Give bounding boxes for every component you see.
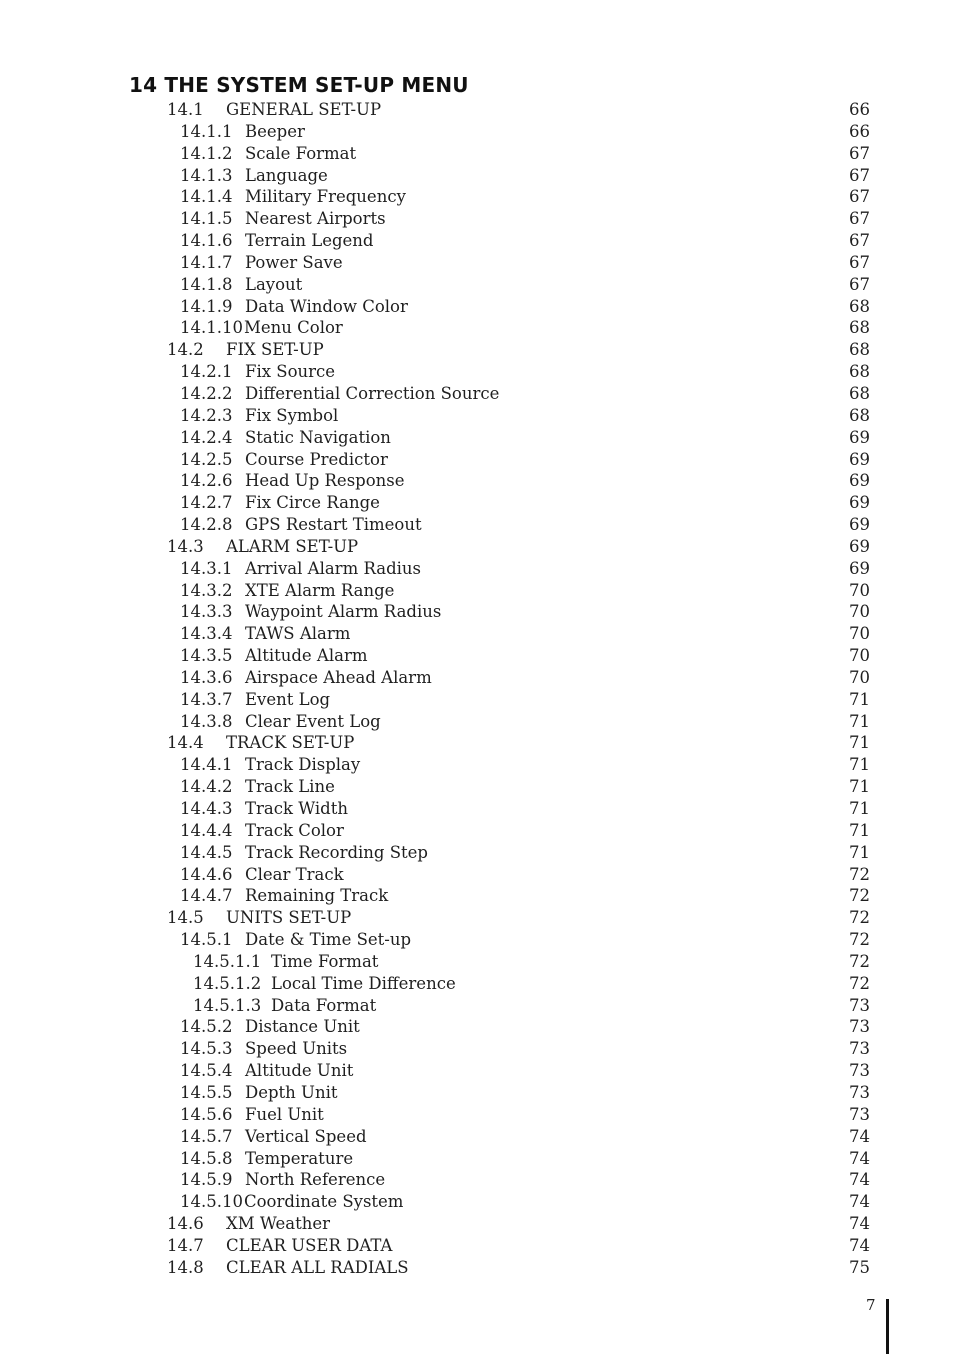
toc-entry[interactable] [0, 601, 954, 623]
toc-entry-title: Temperature [245, 1148, 354, 1168]
toc-entry-page: 74 [849, 1170, 870, 1190]
toc-entry[interactable] [0, 885, 954, 907]
toc-entry-title: Local Time Difference [271, 973, 456, 993]
toc-entry-number: 14.1.7 [180, 252, 233, 272]
toc-entry-number: 14.1.10 [180, 318, 243, 338]
toc-entry-number: 14.5.10 [180, 1192, 243, 1212]
toc-entry-title: Differential Correction Source [245, 383, 500, 403]
toc-entry-number: 14.2.7 [180, 493, 233, 513]
toc-entry[interactable] [0, 230, 954, 252]
toc-entry-page: 71 [849, 733, 870, 753]
toc-entry[interactable] [0, 776, 954, 798]
toc-entry-page: 69 [849, 558, 870, 578]
toc-entry-title: Fix Symbol [245, 405, 339, 425]
toc-entry-number: 14.1 [167, 100, 204, 119]
toc-entry[interactable] [0, 711, 954, 733]
toc-entry-page: 70 [849, 580, 870, 600]
toc-entry-number: 14.3.7 [180, 689, 233, 709]
toc-entry-page: 70 [849, 646, 870, 666]
toc-entry-title: Clear Event Log [245, 711, 381, 731]
toc-entry-page: 69 [849, 536, 870, 556]
toc-entry-title: Fix Circe Range [245, 493, 380, 513]
toc-entry-number: 14.1.3 [180, 165, 233, 185]
toc-entry-title: XTE Alarm Range [245, 580, 395, 600]
toc-entry-number: 14.5.7 [180, 1126, 233, 1146]
toc-entry-title: Coordinate System [244, 1192, 404, 1212]
toc-entry-title: Data Window Color [245, 296, 408, 316]
toc-entry[interactable] [0, 929, 954, 951]
toc-entry-page: 74 [849, 1148, 870, 1168]
toc-entry[interactable] [0, 383, 954, 405]
chapter-title: 14 THE SYSTEM SET-UP MENU [129, 73, 469, 97]
toc-entry[interactable] [0, 405, 954, 427]
toc-entry-number: 14.3.6 [180, 667, 233, 687]
toc-entry-title: CLEAR ALL RADIALS [226, 1257, 409, 1277]
toc-entry-page: 66 [849, 100, 870, 119]
toc-entry-title: UNITS SET-UP [226, 908, 352, 928]
toc-entry[interactable] [0, 689, 954, 711]
toc-entry-page: 72 [849, 930, 870, 950]
toc-entry-number: 14.2.2 [180, 383, 233, 403]
toc-entry-number: 14.5.1.2 [193, 973, 262, 993]
toc-entry[interactable] [0, 427, 954, 449]
toc-entry[interactable] [0, 339, 954, 361]
toc-entry-page: 73 [849, 1017, 870, 1037]
toc-entry-number: 14.3.5 [180, 646, 233, 666]
toc-entry[interactable] [0, 1235, 954, 1257]
toc-entry[interactable] [0, 296, 954, 318]
toc-entry-page: 72 [849, 973, 870, 993]
toc-entry-page: 67 [849, 143, 870, 163]
toc-entry-number: 14.5 [167, 908, 204, 928]
toc-entry-title: TRACK SET-UP [226, 733, 355, 753]
toc-entry[interactable] [0, 1060, 954, 1082]
toc-entry-page: 74 [849, 1192, 870, 1212]
toc-entry[interactable] [0, 1104, 954, 1126]
toc-entry[interactable] [0, 1082, 954, 1104]
toc-entry-page: 71 [849, 777, 870, 797]
toc-entry-title: Clear Track [245, 864, 344, 884]
toc-entry[interactable] [0, 623, 954, 645]
toc-entry[interactable] [0, 798, 954, 820]
toc-entry-number: 14.3.8 [180, 711, 233, 731]
toc-entry-title: Menu Color [244, 318, 343, 338]
toc-entry-page: 67 [849, 252, 870, 272]
toc-entry-number: 14.4.6 [180, 864, 233, 884]
toc-entry[interactable] [0, 732, 954, 754]
toc-entry[interactable] [0, 820, 954, 842]
toc-entry[interactable] [0, 645, 954, 667]
toc-entry-page: 67 [849, 231, 870, 251]
toc-entry-number: 14.5.3 [180, 1039, 233, 1059]
toc-entry-page: 73 [849, 1061, 870, 1081]
toc-entry-page: 71 [849, 755, 870, 775]
toc-entry-page: 69 [849, 493, 870, 513]
toc-entry-number: 14.8 [167, 1257, 204, 1277]
toc-entry-title: Time Format [271, 951, 379, 971]
toc-entry[interactable] [0, 1148, 954, 1170]
toc-entry-title: Track Width [245, 799, 348, 818]
toc-entry[interactable] [0, 536, 954, 558]
toc-entry-title: Data Format [271, 995, 377, 1015]
toc-entry-page: 70 [849, 602, 870, 622]
toc-entry-title: Vertical Speed [245, 1126, 367, 1146]
toc-entry-title: Distance Unit [245, 1017, 360, 1037]
toc-entry-page: 70 [849, 667, 870, 687]
toc-entry-page: 71 [849, 842, 870, 862]
toc-entry-page: 72 [849, 951, 870, 971]
toc-entry[interactable] [0, 1016, 954, 1038]
toc-entry-page: 69 [849, 449, 870, 469]
toc-entry-page: 72 [849, 864, 870, 884]
toc-entry-number: 14.4.1 [180, 755, 233, 775]
toc-entry-number: 14.2.4 [180, 427, 233, 447]
toc-entry[interactable] [0, 186, 954, 208]
toc-entry-title: Head Up Response [245, 471, 405, 491]
toc-entry-number: 14.2.6 [180, 471, 233, 491]
toc-entry-number: 14.1.8 [180, 274, 233, 294]
toc-entry-page: 68 [849, 405, 870, 425]
toc-entry-page: 70 [849, 624, 870, 644]
toc-entry-number: 14.5.1.3 [193, 995, 262, 1015]
toc-entry-number: 14.1.6 [180, 231, 233, 251]
toc-entry[interactable] [0, 842, 954, 864]
toc-entry-page: 73 [849, 995, 870, 1015]
toc-entry-page: 74 [849, 1235, 870, 1255]
toc-entry-title: Remaining Track [245, 886, 389, 906]
toc-entry-page: 74 [849, 1126, 870, 1146]
toc-entry-page: 67 [849, 187, 870, 207]
toc-entry-page: 67 [849, 165, 870, 185]
toc-entry-title: Fix Source [245, 362, 336, 382]
toc-entry[interactable] [0, 99, 954, 121]
toc-entry-title: Airspace Ahead Alarm [245, 667, 432, 687]
toc-entry-number: 14.1.9 [180, 296, 233, 316]
toc-entry-number: 14.2.8 [180, 515, 233, 535]
toc-entry-number: 14.3.1 [180, 558, 233, 578]
toc-entry-page: 72 [849, 886, 870, 906]
toc-entry-page: 69 [849, 515, 870, 535]
toc-entry-title: Nearest Airports [245, 209, 386, 229]
toc-entry-page: 67 [849, 209, 870, 229]
toc-entry-number: 14.5.4 [180, 1061, 233, 1081]
toc-entry-number: 14.5.2 [180, 1017, 233, 1037]
toc-entry[interactable] [0, 470, 954, 492]
toc-entry-number: 14.3.2 [180, 580, 233, 600]
toc-entry-page: 68 [849, 362, 870, 382]
toc-entry-number: 14.4.4 [180, 820, 233, 840]
toc-entry-number: 14.4.7 [180, 886, 233, 906]
toc-entry-page: 67 [849, 274, 870, 294]
toc-entry[interactable] [0, 1038, 954, 1060]
toc-entry-page: 68 [849, 296, 870, 316]
toc-entry-title: FIX SET-UP [226, 340, 324, 360]
toc-entry-number: 14.3 [167, 536, 204, 556]
toc-entry[interactable] [0, 754, 954, 776]
toc-entry-number: 14.6 [167, 1214, 204, 1234]
toc-entry[interactable] [0, 143, 954, 165]
toc-entry-title: Date & Time Set-up [245, 930, 412, 950]
toc-entry-title: Speed Units [245, 1039, 348, 1059]
toc-entry-number: 14.5.8 [180, 1148, 233, 1168]
toc-entry-number: 14.2.1 [180, 362, 233, 382]
toc-entry-number: 14.5.1 [180, 930, 233, 950]
toc-entry-title: Scale Format [245, 143, 357, 163]
toc-entry[interactable] [0, 864, 954, 886]
toc-entry-page: 71 [849, 799, 870, 818]
toc-entry-title: Fuel Unit [245, 1104, 324, 1124]
toc-entry-page: 68 [849, 340, 870, 360]
toc-entry-title: Static Navigation [245, 427, 391, 447]
toc-entry-title: Arrival Alarm Radius [245, 558, 422, 578]
toc-entry-number: 14.5.5 [180, 1082, 233, 1102]
toc-entry[interactable] [0, 165, 954, 187]
toc-entry-title: XM Weather [226, 1214, 331, 1234]
toc-entry-number: 14.1.5 [180, 209, 233, 229]
toc-entry-title: Terrain Legend [245, 231, 374, 251]
toc-entry-number: 14.5.6 [180, 1104, 233, 1124]
toc-entry-title: CLEAR USER DATA [226, 1235, 393, 1255]
toc-entry[interactable] [0, 317, 954, 339]
toc-entry[interactable] [0, 514, 954, 536]
toc-entry-title: Event Log [245, 689, 331, 709]
toc-entry-page: 69 [849, 427, 870, 447]
toc-entry[interactable] [0, 208, 954, 230]
toc-entry-title: Depth Unit [245, 1082, 338, 1102]
toc-entry-title: Waypoint Alarm Radius [245, 602, 442, 622]
toc-entry-page: 69 [849, 471, 870, 491]
toc-entry-title: Military Frequency [245, 187, 406, 207]
toc-entry-title: Track Recording Step [245, 842, 428, 862]
toc-entry-number: 14.4 [167, 733, 204, 753]
toc-entry[interactable] [0, 274, 954, 296]
toc-entry-page: 75 [849, 1257, 870, 1277]
toc-entry[interactable] [0, 121, 954, 143]
toc-entry-title: Altitude Unit [245, 1061, 354, 1081]
toc-entry[interactable] [0, 951, 954, 973]
toc-entry[interactable] [0, 492, 954, 514]
toc-entry-number: 14.5.9 [180, 1170, 233, 1190]
toc-entry-title: GPS Restart Timeout [245, 515, 422, 535]
toc-entry[interactable] [0, 907, 954, 929]
toc-entry[interactable] [0, 449, 954, 471]
toc-entry[interactable] [0, 667, 954, 689]
toc-entry-number: 14.1.1 [180, 121, 233, 141]
toc-entry-page: 73 [849, 1104, 870, 1124]
toc-entry-title: ALARM SET-UP [226, 536, 359, 556]
toc-entry[interactable] [0, 252, 954, 274]
toc-entry-title: Track Line [245, 777, 335, 797]
toc-entry-title: TAWS Alarm [245, 624, 351, 644]
toc-entry[interactable] [0, 1257, 954, 1279]
page-number: 7 [866, 1296, 876, 1314]
toc-entry-number: 14.2.5 [180, 449, 233, 469]
toc-entry-number: 14.7 [167, 1235, 204, 1255]
toc-entry-page: 74 [849, 1214, 870, 1234]
toc-entry[interactable] [0, 1169, 954, 1191]
toc-entry-title: Track Color [245, 820, 344, 840]
toc-entry-page: 72 [849, 908, 870, 928]
toc-entry-page: 66 [849, 121, 870, 141]
toc-entry-number: 14.4.2 [180, 777, 233, 797]
toc-entry[interactable] [0, 1191, 954, 1213]
toc-entry-title: Course Predictor [245, 449, 388, 469]
toc-entry-title: Power Save [245, 252, 343, 272]
toc-entry-page: 71 [849, 689, 870, 709]
toc-entry-number: 14.2.3 [180, 405, 233, 425]
toc-entry-page: 68 [849, 318, 870, 338]
toc-entry-number: 14.4.5 [180, 842, 233, 862]
toc-entry[interactable] [0, 995, 954, 1017]
toc-entry[interactable] [0, 973, 954, 995]
toc-entry[interactable] [0, 1213, 954, 1235]
toc-entry-number: 14.3.4 [180, 624, 233, 644]
toc-entry-page: 73 [849, 1082, 870, 1102]
toc-entry-title: Track Display [245, 755, 361, 775]
toc-entry-title: Layout [245, 274, 303, 294]
toc-entry[interactable] [0, 1126, 954, 1148]
toc-entry-page: 71 [849, 711, 870, 731]
toc-entry-number: 14.1.4 [180, 187, 233, 207]
page-edge-rule [886, 1299, 889, 1354]
toc-entry-title: Altitude Alarm [245, 646, 368, 666]
toc-entry-page: 71 [849, 820, 870, 840]
toc-entry-title: Beeper [245, 121, 305, 141]
toc-entry-title: Language [245, 165, 328, 185]
toc-entry[interactable] [0, 580, 954, 602]
toc-entry-number: 14.3.3 [180, 602, 233, 622]
toc-entry-page: 68 [849, 383, 870, 403]
toc-entry-number: 14.5.1.1 [193, 951, 262, 971]
toc-entry[interactable] [0, 558, 954, 580]
toc-entry-number: 14.2 [167, 340, 204, 360]
toc-entry-number: 14.1.2 [180, 143, 233, 163]
table-of-contents [0, 99, 954, 1279]
toc-entry-number: 14.4.3 [180, 799, 233, 818]
toc-entry-page: 73 [849, 1039, 870, 1059]
toc-entry[interactable] [0, 361, 954, 383]
toc-entry-title: GENERAL SET-UP [226, 100, 382, 119]
toc-entry-title: North Reference [245, 1170, 386, 1190]
